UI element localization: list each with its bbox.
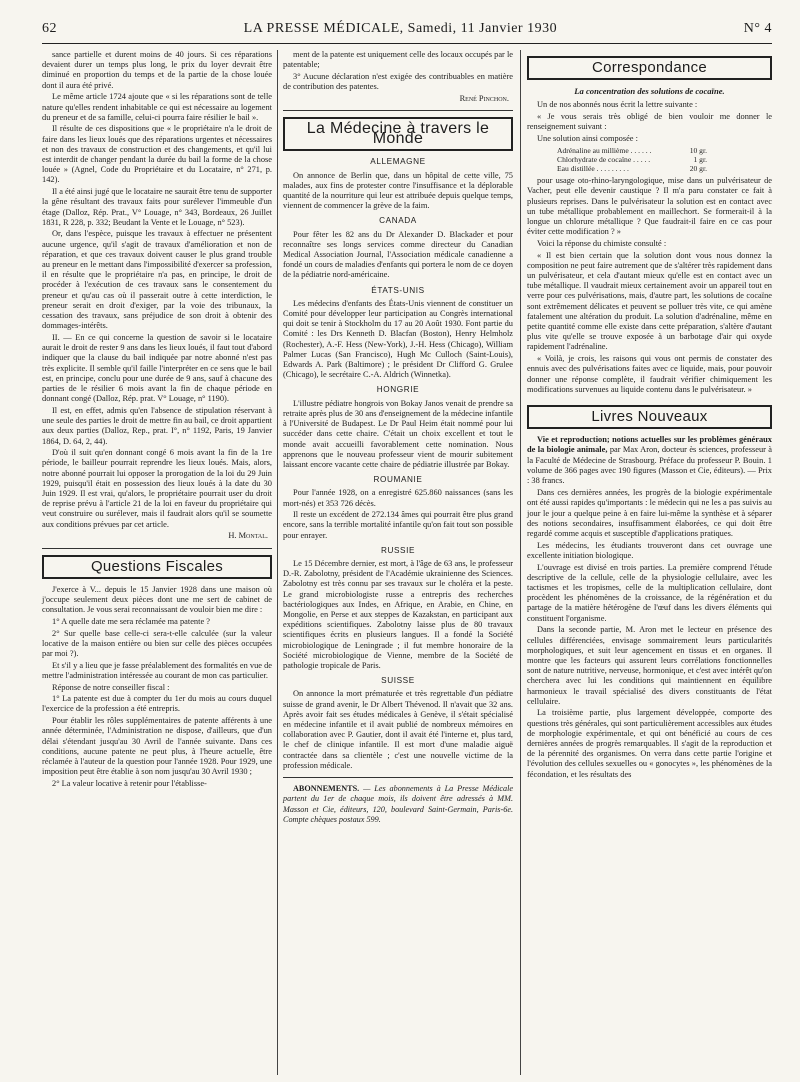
paragraph: Pour l'année 1928, on a enregistré 625.860 naissances (sans les mort-nés) et 353 726 décès. [283, 488, 513, 508]
book-review-intro [527, 435, 772, 486]
paragraph: D'où il suit qu'en donnant congé 6 mois avant la fin de la 1re période, le bailleur pourrait reprendre les lieux loués. Mais, alors, notre abonné pourrait lui opposer la prorogation de la loi du 29 Juin 1929, puisqu'il était en possession des lieux loués à la date du 30 Juin 1929. Il est vrai, qu'alors, le propriétaire pourrait user du droit de reprise prévu à l'article 21 de la loi en faveur du propriétaire qui veut construire ou surélever, mais il faudrait alors qu'il se soumette aux conditions prévues par cet article. [42, 448, 272, 529]
paragraph: Un de nos abonnés nous écrit la lettre suivante : [537, 100, 698, 110]
paragraph: Le même article 1724 ajoute que « si les réparations sont de telle nature qu'elles rendent inhabitable ce qui est nécessaire au logement du preneur et de sa famille, celui-ci pourra faire résilier le bail ». [42, 92, 272, 122]
recipe-item [557, 146, 707, 155]
paragraph: Les médecins d'enfants des États-Unis viennent de constituer un Comité pour développer leur participation au Congrès international qui doit se tenir à Stockholm du 17 au 20 Août 1930. Font partie du Comité : les Drs Kenneth D. Blacfan (Boston), Henry Helmholz (Rochester), A.-F. Hess (New-York), J.-H. Hess (Chicago), William Palmer Lucas (San Francisco), Hugh Mc Culloch (Saint-Louis), Edwards A. Park (Baltimore) ; le président Dr Clifford G. Grulee (Chicago), le secrétaire C.-A. Aldrich (Winnetka). [283, 298, 513, 380]
paragraph: 2° Sur quelle base celle-ci sera-t-elle calculée (sur la valeur locative de la maison entière ou bien sur celle des pièces occupées par moi ?). [42, 628, 272, 658]
correspondence-subtitle: La concentration des solutions de cocaïne. [574, 86, 725, 97]
paragraph: sance partielle et durent moins de 40 jours. Si ces réparations devaient durer un temps plus long, le prix du loyer devrait être diminué en proportion du temps et de la partie de la chose louée dont il aura été privé. [42, 50, 272, 90]
paragraph: Pour fêter les 82 ans du Dr Alexander D. Blackader et pour reconnaître ses longs services comme directeur du Canadian Medical Association Journal, l'Association médicale canadienne a fondé un cours de maladies d'enfants qui portera le nom de ce doyen de la pédiatrie nord-américaine. [283, 229, 513, 280]
country-subheading: HONGRIE [376, 385, 420, 395]
paragraph: Il a été ainsi jugé que le locataire ne saurait être tenu de supporter la gêne résultant des travaux faits pour surélever l'immeuble d'un étage (Dalloz, Rép. Prat., V° Louage, n° 343, Bordeaux, 26 Juillet 1831, R 228, p. 332; Beudant la Vente et le Louage, n° 523). [42, 187, 272, 227]
fiscal-signature: René Pinchon. [459, 93, 509, 103]
recipe-ingredient: Adrénaline au millième . . . . . . [557, 146, 652, 156]
paragraph: Il résulte de ces dispositions que « le propriétaire n'a le droit de faire dans les lieux loués que des réparations urgentes et nécessaires et non des travaux de construction et des changements, et qu'il lui est interdit de changer pendant la durée du bail la forme de la chose louée » (Agnel, Code du Propriétaire et du Locataire, n° 271, p. 142). [42, 124, 272, 185]
paragraph: « Voilà, je crois, les raisons qui vous ont permis de constater des ennuis avec des pulvérisations faites avec ce liquide, mais, pour pouvoir donner une réponse complète, il faudrait vérifier chimiquement les modifications survenues au liquide contenu dans le pulvérisateur. » [527, 354, 772, 394]
paragraph: L'ouvrage est divisé en trois parties. La première comprend l'étude descriptive de la cellule, celle de la physiologie cellulaire, avec les tactismes et les tropismes, celle de la multiplication cellulaire, dont procèdent les phénomènes de la croissance, de la régénération et du partage de la matière hétérogène de l'œuf dans les divers éléments qui constituent l'organisme. [527, 562, 772, 623]
journal-title: LA PRESSE MÉDICALE, Samedi, 11 Janvier 1930 [243, 21, 558, 36]
recipe-quantity: 10 gr. [689, 146, 707, 156]
paragraph: « Il est bien certain que la solution dont vous nous donnez la composition ne peut faire autrement que de s'altérer très rapidement dans un pulvérisateur, et cela d'autant mieux qu'elle est en contact avec un tube métallique. Il vaudrait mieux certainement avoir un appareil tout en verre pour ces pulvérisations, mais, d'autre part, les solutions de cocaïne sont extrêmement délicates et peuvent se polluer très vite, ce qui amène fatalement une altération du produit. La solution d'adrénaline, même en petite quantité comme elle existe dans cette préparation, s'altère d'autant plus vite qu'elle se trouve exposée à un barbotage d'air qui oxyde rapidement l'adrénaline. [527, 250, 772, 352]
paragraph: Les médecins, les étudiants trouveront dans cet ouvrage une excellente initiation biologique. [527, 540, 772, 560]
column-2 [283, 50, 513, 826]
correspondence-answer [527, 176, 772, 395]
page-number: 62 [42, 21, 57, 36]
paragraph: II. — En ce qui concerne la question de savoir si le locataire aurait le droit de rester 9 ans dans les lieux loués, il faut tout d'abord indiquer que la clause du bail indiquée par notre abonné n'est pas très explicite. Il semble qu'il faille l'interpréter en ce sens que le bail est, en principe, conclu pour une durée de 9 ans, sauf à chacune des parties de le résilier 6 mois avant la fin de chaque période en donnant congé (Dalloz, Rép. prat. V° Louage, n° 1190). [42, 332, 272, 404]
paragraph: On annonce de Berlin que, dans un hôpital de cette ville, 75 malades, aux fins de protester contre l'insuffisance et la déplorable quantité de la nourriture qui leur est attribuée depuis quelque temps, viennent de commencer la grève de la faim. [283, 170, 513, 211]
paragraph: Dans ces dernières années, les progrès de la biologie expérimentale ont été aussi rapides qu'importants : le médecin qui ne les a pas suivis au jour le jour a quelque peine à en faire lui-même la synthèse et à séparer des notions secondaires, insuffisamment élaborées, ce qui doit être regardé comme acquis et susceptible d'applications pratiques. [527, 488, 772, 539]
column-divider-1 [277, 50, 278, 1075]
country-subheading: ÉTATS-UNIS [371, 285, 425, 295]
header-rule [42, 43, 772, 44]
paragraph: Réponse de notre conseiller fiscal : [52, 682, 170, 692]
paragraph: L'illustre pédiatre hongrois von Bokay Janos venait de prendre sa retraite après plus de 30 ans d'enseignement de la médecine infantile à l'Université de Budapest. Le Dr Paul Heim était nommé pour lui succéder dans cette chaire. C'était un choix excellent et tout le monde avait accueilli favorablement cette nomination. Nous apprenons que le nouveau professeur vient de mourir subitement laissant encore vacante cette chaire de pédiatrie illustrée par Bokay. [283, 398, 513, 469]
book-details: par Max Aron, docteur ès sciences, professeur à la Faculté de Médecine de Strasbourg. Préface du professeur P. Bouin. 1 volume de 366 pages avec 190 figures (Masson et Cie, éditeurs). — Prix : 38 francs. [527, 445, 773, 485]
world-medicine-sections [283, 157, 513, 771]
book-review [527, 488, 772, 780]
recipe-quantity: 20 gr. [689, 164, 707, 174]
paragraph: 2° La valeur locative à retenir pour l'établisse- [52, 778, 207, 788]
fiscal-article [42, 585, 272, 789]
column-1 [42, 50, 272, 791]
paragraph: « Je vous serais très obligé de bien vouloir me donner le renseignement suivant : [527, 112, 772, 132]
paragraph: pour usage oto-rhino-laryngologique, mise dans un pulvérisateur de Vacher, peut elle devenir caustique ? Il m'a paru constater ce fait à plusieurs reprises. Dans le pulvérisateur la solution est en contact avec un tube métallique probablement en maillechort. Se formerait-il à la longue un chlorure métallique ? Que faudrait-il faire en ce cas pour éviter cette modification ? » [527, 176, 772, 237]
country-subheading: ALLEMAGNE [370, 157, 426, 167]
section-rule [283, 110, 513, 111]
country-subheading: ROUMANIE [373, 475, 423, 485]
paragraph: Il reste un excédent de 272.134 âmes qui pourrait être plus grand encore, sans la terrible mortalité infantile qu'on fait tout son possible pour enrayer. [283, 510, 513, 540]
column-divider-2 [520, 50, 521, 1075]
subscription-label: ABONNEMENTS. [293, 784, 360, 794]
country-subheading: SUISSE [381, 676, 415, 686]
paragraph: La troisième partie, plus largement développée, comporte des questions très générales, qui sont particulièrement accessibles aux études de morphologie expérimentale, et qui ont bénéficié au cours de ces dernières années de progrès remarquables. Il s'agit de la reproduction et de la pérennité des organismes. On verra dans cette partie l'origine et l'évolution des cellules sexuelles ou « gonocytes », les phénomènes de la fécondation, et les résultats des [527, 708, 772, 779]
paragraph: Or, dans l'espèce, puisque les travaux à effectuer ne présentent aucune urgence, qu'il s'agit de travaux d'amélioration et non de réparation, et que ces travaux doivent causer le plus grand trouble au preneur en le mettant dans l'impossibilité d'exercer sa profession, il en résulte que le propriétaire n'a pas, en principe, le droit de procéder à l'exécution de ces travaux sans le consentement du preneur et qu'au cas où il passerait outre à cette interdiction, le preneur serait en droit d'exiger, par la voie des tribunaux, la cessation des travaux, sans préjudice de son droit à obtenir des dommages-intérêts. [42, 229, 272, 331]
paragraph: 1° A quelle date me sera réclamée ma patente ? [52, 616, 210, 626]
paragraph: 1° La patente est due à compter du 1er du mois au cours duquel l'exercice de la profession a été entrepris. [42, 694, 272, 714]
paragraph: ment de la patente est uniquement celle des locaux occupés par le patentable; [283, 50, 513, 70]
paragraph: 3° Aucune déclaration n'est exigée des contribuables en matière de contribution des patentes. [283, 71, 513, 92]
paragraph: Le 15 Décembre dernier, est mort, à l'âge de 63 ans, le professeur D.-R. Zabolotny, président de l'Académie ukrainienne des Sciences. Zabolotny est très connu par ses travaux sur le choléra et la peste. Le grand microbiologiste russe a entrepris des recherches bactériologiques aux Indes, en Afrique, en Arabie, en Chine, en Mongolie, en Perse et aux steppes de Kazakstan, en participant aux expéditions scientifiques. Zabolotny laisse plus de 80 travaux scientifiques écrits en plusieurs langues. Il a fondé la Société microbiologique de Leningrade ; il fut membre honoraire de la Société microbiologique de Vienne, membre de la Société de pathologie tropicale de Paris. [283, 559, 513, 671]
paragraph: Dans la seconde partie, M. Aron met le lecteur en présence des cellules différenciées, envisage sommairement leurs particularités morphologiques, et suit leur agencement en tissus et en organes. Il montre que les facteurs qui assurent leurs corrélations fonctionnelles sont de nature nutritive, nerveuse, hormonique, et c'est avec intérêt qu'on cherchera avec lui les conditions qui maintiennent en équilibre harmonieux le travail spécialisé des divers constituants de l'état cellulaire. [527, 625, 772, 706]
paragraph: Il est, en effet, admis qu'en l'absence de stipulation réservant à une seule des parties le droit de mettre fin au bail, ce droit appartient aux deux parties (Dalloz, Rep., prat. I°, n° 1192, Paris, 19 Janvier 1864, D. 64, 2, 44). [42, 405, 272, 446]
subscription-text: — Les abonnements à La Presse Médicale partent du 1er de chaque mois, ils doivent être adressés à MM. Masson et Cie, éditeurs, 120, boulevard Saint-Germain, Paris-6e. Compte chèques postaux 599. [283, 784, 513, 824]
paragraph: Voici la réponse du chimiste consulté : [537, 238, 667, 248]
paragraph: Et s'il y a lieu que je fasse préalablement des formalités en vue de mettre l'administration intéressée au courant de mon cas particulier. [42, 660, 272, 680]
article-signature: H. Montal. [228, 531, 268, 541]
paragraph: On annonce la mort prématurée et très regrettable d'un pédiatre suisse de grand avenir, le Dr Albert Thévenod. Il n'avait que 32 ans. Après avoir fait ses études médicales à Genève, il s'était spécialisé en médecine infantile et il avait publié de nombreux mémoires en collaboration avec P. Gautier, dont il avait été l'interne et, plus tard, le chef de clinique infantile. Il est mort d'une maladie aiguë contractée dans sa clientèle ; c'est une nouvelle victime de la profession médicale. [283, 689, 513, 770]
paragraph: J'exerce à V... depuis le 15 Janvier 1928 dans une maison où j'occupe seulement deux pièces dont une me sert de cabinet de consultation. Je vous serai reconnaissant de vouloir bien me dire : [42, 584, 272, 615]
law-article [42, 50, 272, 530]
book-title: Vie et reproduction; notions actuelles sur les problèmes généraux de la biologie animale, [527, 435, 772, 455]
issue-number: N° 4 [743, 21, 772, 36]
section-rule [42, 548, 272, 549]
recipe-ingredient: Eau distillée . . . . . . . . . [557, 164, 629, 174]
correspondence-letter [527, 100, 772, 144]
recipe-quantity: 1 gr. [693, 155, 707, 165]
fiscal-continuation [283, 50, 513, 92]
paragraph: Pour établir les rôles supplémentaires de patente afférents à une année déterminée, l'Administration ne dispose, d'ailleurs, que d'un délai s'étendant jusqu'au 30 Avril de l'année suivante. Dans ces conditions, aucune patente ne peut plus, à l'heure actuelle, être réclamée à l'auteur de la question pour l'année 1928. Pour 1929, une imposition peut être établie à son nom jusqu'au 30 Avril 1930 ; [42, 716, 272, 777]
recipe-item [557, 155, 707, 164]
recipe-list [557, 146, 772, 173]
country-subheading: RUSSIE [380, 545, 416, 555]
world-medicine-heading: La Médecine à travers le Monde [283, 117, 513, 151]
recipe-ingredient: Chlorhydrate de cocaïne . . . . . [557, 155, 651, 165]
fiscal-heading: Questions Fiscales [42, 555, 272, 579]
page-header [42, 18, 772, 40]
paragraph: Une solution ainsi composée : [537, 134, 638, 144]
recipe-item [557, 164, 707, 173]
correspondence-heading: Correspondance [527, 56, 772, 80]
column-3 [527, 50, 772, 781]
subscription-notice [283, 784, 513, 825]
section-rule [283, 777, 513, 778]
country-subheading: CANADA [379, 216, 417, 226]
books-heading: Livres Nouveaux [527, 405, 772, 429]
